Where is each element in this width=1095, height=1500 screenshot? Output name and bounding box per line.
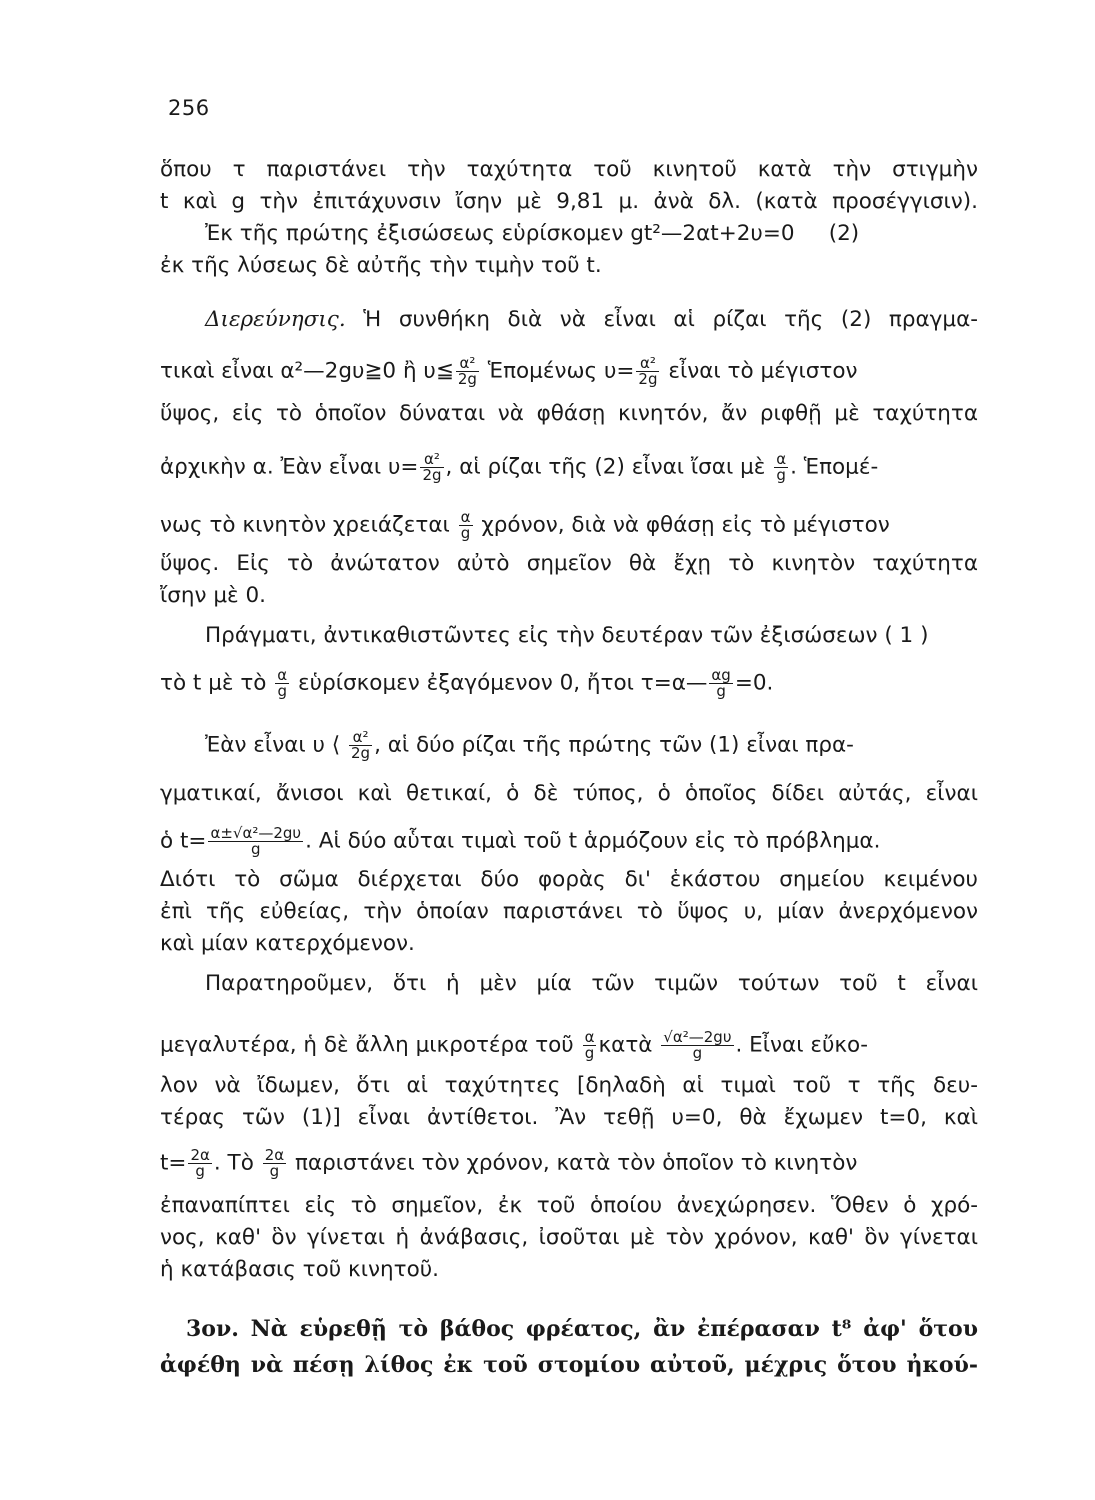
text-segment: νως τὸ κινητὸν χρειάζεται (160, 512, 450, 538)
denominator: g (709, 683, 732, 699)
numerator: α (776, 450, 787, 468)
denominator: g (188, 1163, 211, 1179)
denominator: g (583, 1045, 597, 1061)
page-number: 256 (168, 96, 210, 120)
numerator: 2α (190, 1146, 210, 1164)
fraction (774, 452, 788, 483)
numerator: α² (459, 354, 476, 372)
text-line (205, 306, 978, 334)
text-segment: κατὰ (598, 1032, 653, 1058)
text-segment: εἶναι τὸ μέγιστον (668, 358, 858, 384)
fraction (661, 1030, 733, 1061)
text-line: τέρας τῶν (1)] εἶναι ἀντίθετοι. Ἂν τεθῇ υ=0, θὰ ἔχωμεν t=0, καὶ (160, 1105, 978, 1130)
numerator: α² (352, 728, 369, 746)
numerator: α² (639, 354, 656, 372)
text-line: ἡ κατάβασις τοῦ κινητοῦ. (160, 1257, 439, 1282)
fraction (208, 826, 303, 857)
denominator: g (275, 683, 289, 699)
numerator: α² (424, 450, 440, 468)
text-segment: , αἱ δύο ρίζαι τῆς πρώτης τῶν (1) εἶναι πρα- (374, 732, 854, 758)
text-segment: =0. (734, 670, 774, 696)
text-line: Παρατηροῦμεν, ὅτι ἡ μὲν μία τῶν τιμῶν τούτων τοῦ t εἶναι (205, 971, 978, 996)
text-line: γματικαί, ἄνισοι καὶ θετικαί, ὁ δὲ τύπος, ὁ ὁποῖος δίδει αὐτάς, εἶναι (160, 781, 978, 806)
text-line (160, 510, 978, 541)
text-line (160, 452, 978, 483)
fraction (420, 452, 443, 483)
text-line (160, 668, 978, 699)
denominator: 2g (638, 370, 658, 388)
text-segment: χρόνον, διὰ νὰ φθάσῃ εἰς τὸ μέγιστον (481, 512, 890, 538)
text-line: λον νὰ ἴδωμεν, ὅτι αἱ ταχύτητες [δηλαδὴ αἱ τιμαὶ τοῦ τ τῆς δευ- (160, 1073, 978, 1098)
text-line: ὕψος, εἰς τὸ ὁποῖον δύναται νὰ φθάσῃ κινητόν, ἄν ριφθῇ μὲ ταχύτητα (160, 401, 978, 426)
text-line (160, 356, 978, 387)
denominator: 2g (351, 744, 371, 762)
text-segment: . Εἶναι εὔκο- (735, 1032, 868, 1058)
text-segment: Ἡ συνθήκη διὰ νὰ εἶναι αἱ ρίζαι τῆς (2) πραγμα- (363, 307, 979, 332)
numerator: α (277, 666, 288, 684)
text-segment: . Ἑπομέ- (790, 454, 879, 480)
text-segment: . Τὸ (213, 1150, 254, 1176)
text-line (160, 1030, 978, 1061)
numerator: 2α (264, 1146, 285, 1164)
text-line: Πράγματι, ἀντικαθιστῶντες εἰς τὴν δευτέραν τῶν ἐξισώσεων ( 1 ) (205, 623, 929, 648)
fraction (456, 356, 479, 387)
problem-heading-cont: ἀφέθη νὰ πέσῃ λίθος ἐκ τοῦ στομίου αὐτοῦ, μέχρις ὅτου ἠκού- (160, 1352, 978, 1378)
text-line: ἴσην μὲ 0. (160, 583, 267, 608)
text-line: ὕψος. Εἰς τὸ ἀνώτατον αὐτὸ σημεῖον θὰ ἔχῃ τὸ κινητὸν ταχύτητα (160, 551, 978, 576)
text-segment: , αἱ ρίζαι τῆς (2) εἶναι ἴσαι μὲ (445, 454, 766, 480)
text-line: ἐπαναπίπτει εἰς τὸ σημεῖον, ἐκ τοῦ ὁποίου ἀνεχώρησεν. Ὅθεν ὁ χρό- (160, 1193, 978, 1218)
text-line (205, 730, 978, 761)
text-segment: μεγαλυτέρα, ἡ δὲ ἄλλη μικροτέρα τοῦ (160, 1032, 574, 1058)
text-segment: τικαὶ εἶναι α²—2gυ≧0 ἢ υ≦ (160, 358, 454, 384)
fraction (263, 1148, 286, 1179)
denominator: 2g (457, 370, 477, 388)
text-segment: εὑρίσκομεν ἐξαγόμενον 0, ἤτοι τ=α— (298, 670, 708, 696)
numerator: α±√α²—2gυ (210, 824, 302, 842)
fraction (636, 356, 659, 387)
numerator: αg (711, 666, 731, 684)
denominator: g (661, 1045, 733, 1061)
text-segment: . Αἱ δύο αὗται τιμαὶ τοῦ t ἁρμόζουν εἰς τὸ πρόβλημα. (305, 828, 881, 854)
text-segment: τὸ t μὲ τὸ (160, 670, 267, 696)
text-segment: Ἑπομένως υ= (487, 358, 635, 384)
text-segment: t= (160, 1150, 187, 1176)
denominator: g (459, 525, 473, 541)
fraction (188, 1148, 211, 1179)
section-title: Διερεύνησις. (205, 307, 346, 332)
denominator: 2g (422, 466, 442, 484)
text-segment: Ἐὰν εἶναι υ ⟨ (205, 732, 341, 758)
denominator: g (263, 1163, 286, 1179)
text-segment: ὁ t= (160, 828, 207, 854)
text-line: καὶ μίαν κατερχόμενον. (160, 931, 415, 956)
fraction (709, 668, 732, 699)
text-line: ἐκ τῆς λύσεως δὲ αὐτῆς τὴν τιμὴν τοῦ t. (160, 253, 602, 278)
text-line: ἐπὶ τῆς εὐθείας, τὴν ὁποίαν παριστάνει τὸ ὕψος υ, μίαν ἀνερχόμενον (160, 899, 978, 924)
denominator: g (774, 467, 788, 483)
text-segment: ἀρχικὴν α. Ἐὰν εἶναι υ= (160, 454, 419, 480)
numerator: α (460, 508, 471, 526)
text-line: Ἐκ τῆς πρώτης ἐξισώσεως εὑρίσκομεν gt²—2αt+2υ=0 (2) (205, 221, 860, 246)
text-segment: παριστάνει τὸν χρόνον, κατὰ τὸν ὁποῖον τὸ κινητὸν (294, 1150, 858, 1176)
text-line (160, 826, 978, 857)
numerator: √α²—2gυ (663, 1028, 732, 1046)
fraction (459, 510, 473, 541)
denominator: g (208, 841, 303, 857)
text-line: Διότι τὸ σῶμα διέρχεται δύο φορὰς δι' ἑκάστου σημείου κειμένου (160, 867, 978, 892)
text-line: t καὶ g τὴν ἐπιτάχυνσιν ἴσην μὲ 9,81 μ. ἀνὰ δλ. (κατὰ προσέγγισιν). (160, 189, 978, 214)
fraction (349, 730, 372, 761)
text-line (160, 1148, 978, 1179)
problem-heading: 3ον. Νὰ εὑρεθῇ τὸ βάθος φρέατος, ἂν ἐπέρασαν t⁸ ἀφ' ὅτου (186, 1316, 978, 1342)
text-line: νος, καθ' ὃν γίνεται ἡ ἀνάβασις, ἰσοῦται μὲ τὸν χρόνον, καθ' ὃν γίνεται (160, 1225, 978, 1250)
numerator: α (584, 1028, 595, 1046)
fraction (275, 668, 289, 699)
text-line: ὅπου τ παριστάνει τὴν ταχύτητα τοῦ κινητοῦ κατὰ τὴν στιγμὴν (160, 157, 978, 182)
fraction (583, 1030, 597, 1061)
